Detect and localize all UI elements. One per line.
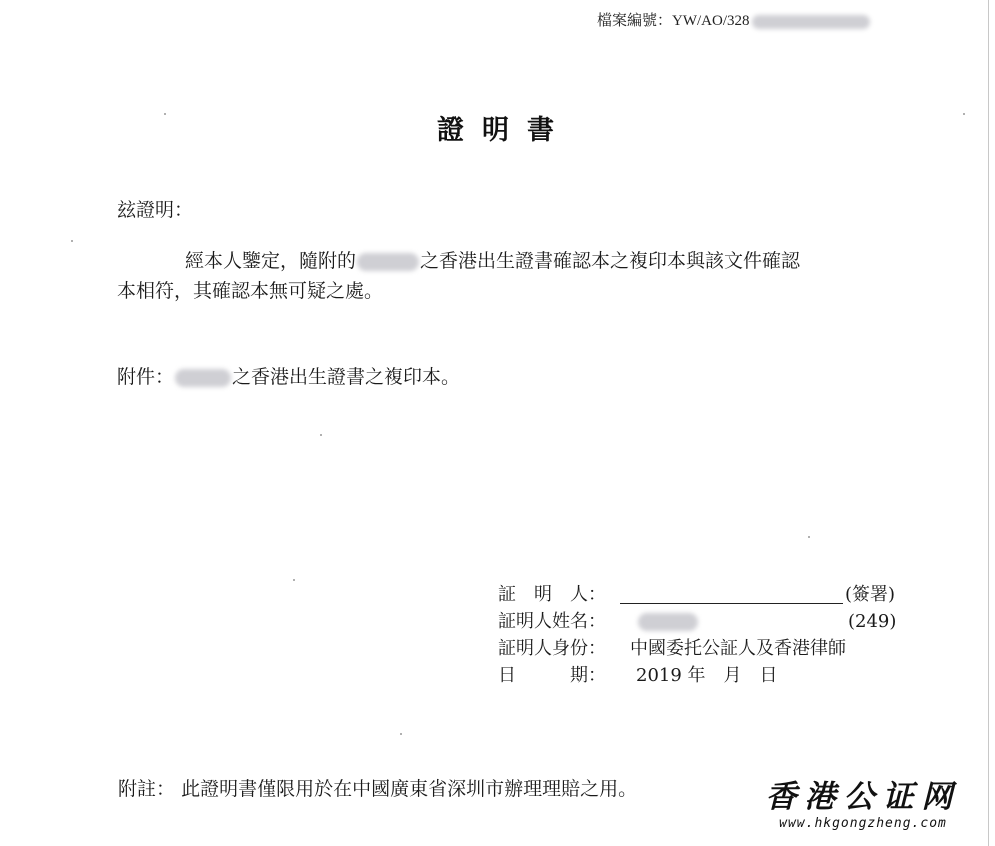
scan-speck	[963, 113, 965, 115]
certifier-identity-row	[498, 635, 918, 662]
certifier-row	[498, 581, 918, 608]
hereby-certify-line: 玆證明：	[117, 199, 194, 221]
certification-paragraph-line-2: 本相符，其確認本無可疑之處。	[117, 280, 384, 302]
footnote-label: 附註：	[118, 778, 176, 800]
scan-speck	[164, 113, 166, 115]
file-number-label: 檔案編號：	[597, 13, 673, 29]
certification-paragraph-line-1	[185, 246, 800, 276]
date-value: 2019 年 月 日	[636, 665, 778, 686]
signature-note: (簽署)	[845, 584, 896, 605]
date-label: 日 期：	[498, 665, 606, 686]
redacted-certifier-name	[638, 613, 698, 631]
redacted-attachment-name	[175, 369, 231, 387]
scan-speck	[293, 579, 295, 581]
document-title: 證明書	[437, 115, 572, 146]
scan-speck	[320, 434, 322, 436]
file-number-value: YW/AO/328	[672, 13, 750, 29]
watermark-name: 香港公证网	[765, 779, 961, 815]
certifier-number: (249)	[848, 611, 897, 632]
certifier-name-label: 証明人姓名：	[498, 611, 606, 632]
scan-speck	[808, 536, 810, 538]
scan-speck	[71, 240, 73, 242]
date-row	[498, 662, 918, 689]
certifier-name-value	[638, 608, 698, 635]
footnote-text: 此證明書僅限用於在中國廣東省深圳市辦理理賠之用。	[181, 778, 638, 800]
file-number	[597, 9, 870, 30]
signature-line	[620, 603, 843, 604]
watermark-logo	[748, 780, 978, 831]
para-prefix: 經本人鑒定，隨附的	[185, 250, 357, 272]
attachment-label: 附件：	[117, 366, 175, 388]
redacted-file-number	[752, 15, 870, 29]
footnote	[118, 775, 637, 803]
watermark-url: www.hkgongzheng.com	[779, 816, 947, 831]
attachment-line	[117, 362, 460, 392]
scan-speck	[400, 733, 402, 735]
certifier-identity-value: 中國委托公証人及香港律師	[630, 638, 846, 659]
certifier-identity-label: 証明人身份：	[498, 638, 606, 659]
certifier-label: 証 明 人：	[498, 584, 606, 605]
attachment-text: 之香港出生證書之複印本。	[232, 366, 461, 388]
certifier-name-row	[498, 608, 918, 635]
redacted-name	[357, 253, 419, 271]
signature-block	[498, 581, 918, 689]
para-suffix: 之香港出生證書確認本之複印本與該文件確認	[420, 250, 801, 272]
